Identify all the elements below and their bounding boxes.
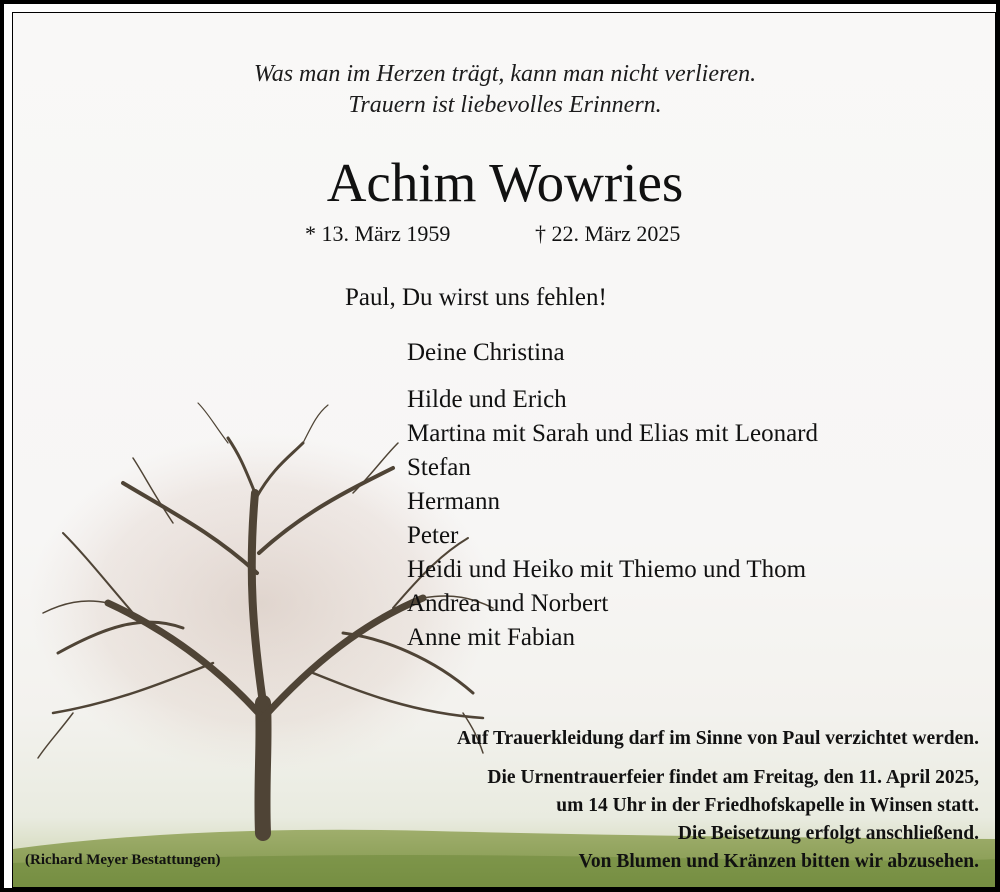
note-line: Die Urnentrauerfeier findet am Freitag, den 11. April 2025, [487,767,979,788]
family-first: Deine Christina [407,339,565,366]
note-line: Auf Trauerkleidung darf im Sinne von Paul verzichtet werden. [457,728,979,749]
family-member: Heidi und Heiko mit Thiemo und Thom [407,556,807,583]
funeral-home-credit: (Richard Meyer Bestattungen) [25,852,221,868]
note-line: Von Blumen und Kränzen bitten wir abzusehen. [578,851,979,872]
motto-line-1: Was man im Herzen trägt, kann man nicht verlieren. [253,61,757,87]
motto-line-2: Trauern ist liebevolles Erinnern. [348,92,662,118]
family-member: Stefan [407,454,471,481]
family-member: Peter [407,522,459,549]
family-member: Martina mit Sarah und Elias mit Leonard [407,420,819,447]
obituary-notice [12,12,996,888]
family-member: Andrea und Norbert [407,590,609,617]
note-line: um 14 Uhr in der Friedhofskapelle in Winsen statt. [556,795,979,816]
birth-date: * 13. März 1959 [305,221,451,246]
death-date: † 22. März 2025 [535,221,681,246]
family-member: Hilde und Erich [407,386,567,413]
farewell-message: Paul, Du wirst uns fehlen! [345,284,607,311]
family-member: Anne mit Fabian [407,624,576,651]
family-member: Hermann [407,488,501,515]
note-line: Die Beisetzung erfolgt anschließend. [677,823,979,844]
deceased-name: Achim Wowries [326,152,684,213]
